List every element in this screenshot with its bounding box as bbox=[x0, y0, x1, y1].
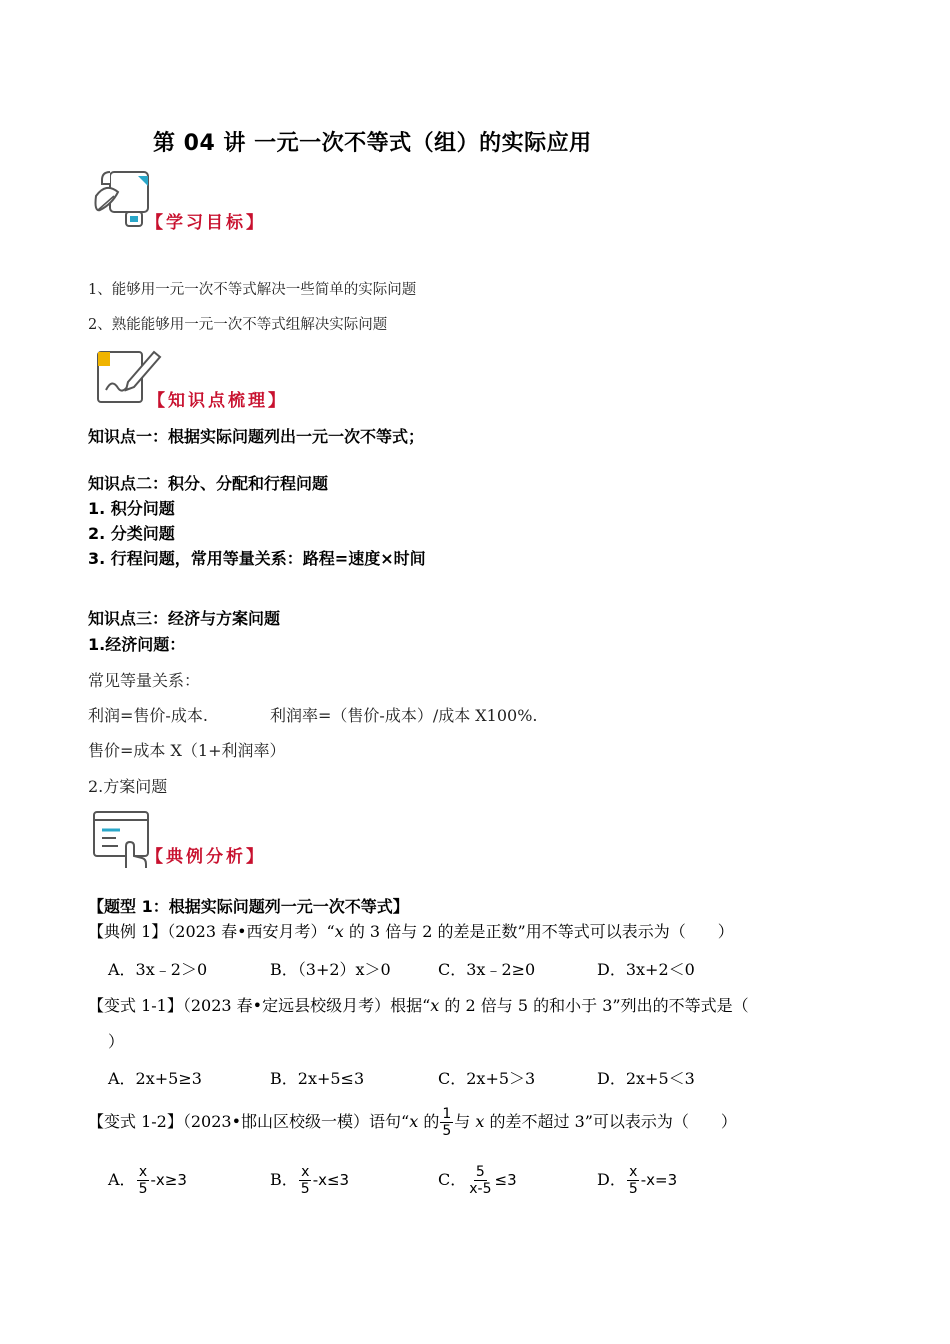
option-c[interactable]: C． $\frac{5}{x-5}$ ≤3 bbox=[438, 1164, 517, 1197]
option-a[interactable]: A．2x+5≥3 bbox=[108, 1069, 202, 1088]
banner-examples-label: 【典例分析】 bbox=[146, 847, 266, 867]
option-a[interactable]: A． $\frac{x}{5}$ -x≥3 bbox=[108, 1164, 187, 1197]
goal-item: 2、熟能能够用一元一次不等式组解决实际问题 bbox=[88, 317, 388, 333]
banner-goals-label: 【学习目标】 bbox=[146, 213, 266, 233]
question-source: （2023 春•定远县校级月考） bbox=[182, 996, 391, 1015]
knowledge-point-2-item: 3. 行程问题，常用等量关系：路程=速度×时间 bbox=[88, 549, 426, 568]
question-label: 【典例 1】 bbox=[88, 922, 168, 941]
plan-heading: 2.方案问题 bbox=[88, 777, 168, 796]
knowledge-point-3: 知识点三：经济与方案问题 bbox=[88, 609, 281, 628]
fraction: $\frac{1}{5}$ bbox=[442, 1106, 452, 1139]
banner-knowledge bbox=[92, 342, 322, 412]
option-d[interactable]: D． $\frac{x}{5}$ -x=3 bbox=[597, 1164, 678, 1197]
option-d[interactable]: D．3x+2＜0 bbox=[597, 960, 695, 979]
banner-knowledge-label: 【知识点梳理】 bbox=[148, 391, 288, 411]
fraction: $\frac{5}{x-5}$ bbox=[469, 1164, 492, 1197]
question-v12: 【变式 1-2】（2023•邯山区校级一模）语句“x 的 $\frac{1}{5}$ 与 x 的差不超过 3”可以表示为（ ） bbox=[88, 1106, 737, 1139]
option-b[interactable]: B．2x+5≤3 bbox=[270, 1069, 365, 1088]
option-b[interactable]: B． $\frac{x}{5}$ -x≤3 bbox=[270, 1164, 350, 1197]
option-c[interactable]: C．2x+5＞3 bbox=[438, 1069, 536, 1088]
banner-goals bbox=[88, 168, 308, 238]
goal-item: 1、能够用一元一次不等式解决一些简单的实际问题 bbox=[88, 282, 417, 298]
question-label: 【变式 1-2】 bbox=[88, 1112, 183, 1131]
knowledge-point-1: 知识点一：根据实际问题列出一元一次不等式； bbox=[88, 427, 425, 446]
option-a[interactable]: A．3x﹣2＞0 bbox=[108, 960, 208, 979]
econ-line: 利润率=（售价-成本）/成本 X100%. bbox=[270, 706, 538, 725]
econ-heading: 1.经济问题： bbox=[88, 635, 186, 654]
fraction: $\frac{x}{5}$ bbox=[138, 1164, 148, 1197]
question-source: （2023 春•西安月考） bbox=[167, 922, 327, 941]
fraction: $\frac{x}{5}$ bbox=[628, 1164, 638, 1197]
knowledge-point-2-item: 1. 积分问题 bbox=[88, 499, 175, 518]
knowledge-point-2: 知识点二：积分、分配和行程问题 bbox=[88, 474, 329, 493]
econ-line: 利润=售价-成本. bbox=[88, 706, 208, 725]
question-v11: 【变式 1-1】（2023 春•定远县校级月考）根据“x 的 2 倍与 5 的和小于 3”列出的不等式是（ bbox=[88, 996, 749, 1015]
econ-line: 售价=成本 X（1+利润率） bbox=[88, 741, 286, 760]
fraction: $\frac{x}{5}$ bbox=[300, 1164, 310, 1197]
option-d[interactable]: D．2x+5＜3 bbox=[597, 1069, 695, 1088]
section-heading: 【题型 1：根据实际问题列一元一次不等式】 bbox=[88, 897, 409, 916]
option-c[interactable]: C．3x﹣2≥0 bbox=[438, 960, 536, 979]
question-v11-line2: ） bbox=[108, 1032, 125, 1051]
knowledge-point-2-item: 2. 分类问题 bbox=[88, 524, 175, 543]
econ-line: 常见等量关系： bbox=[88, 671, 201, 690]
page-title: 第 04 讲 一元一次不等式（组）的实际应用 bbox=[153, 131, 592, 156]
banner-examples bbox=[90, 806, 320, 878]
option-b[interactable]: B．（3+2）x＞0 bbox=[270, 960, 391, 979]
question-ex1: 【典例 1】（2023 春•西安月考）“x 的 3 倍与 2 的差是正数”用不等式可以表示为（ ） bbox=[88, 922, 734, 941]
question-source: （2023•邯山区校级一模） bbox=[182, 1112, 370, 1131]
question-label: 【变式 1-1】 bbox=[88, 996, 183, 1015]
